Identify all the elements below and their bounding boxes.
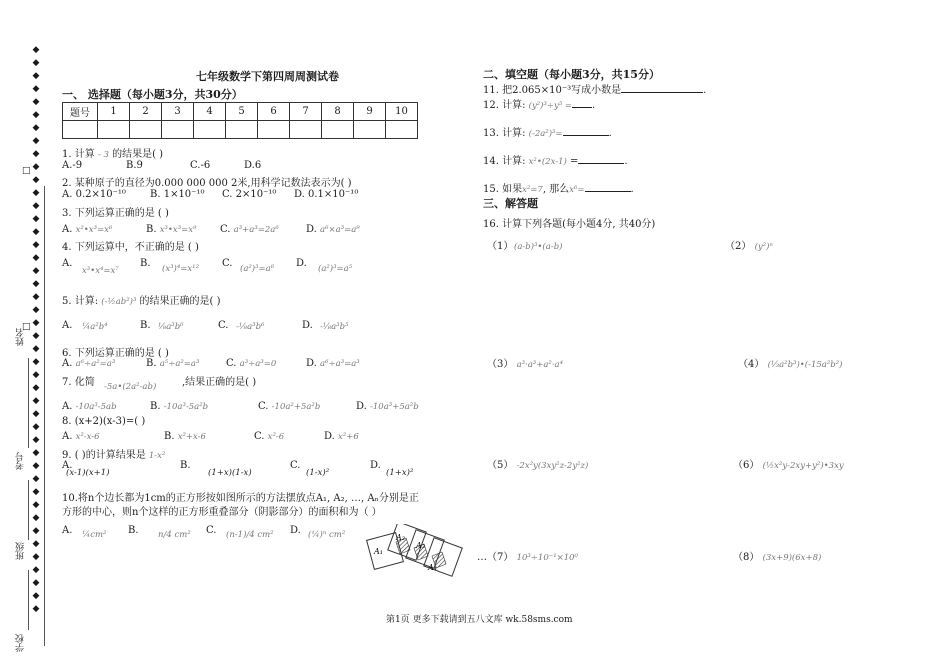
q7-option-b: -10a³-5a²b <box>163 402 209 412</box>
q5-option-c: -⅛a³b⁶ <box>236 322 265 332</box>
question-11: 11. 把2.065×10⁻³写成小数是 . <box>483 85 707 96</box>
answer-cell[interactable] <box>258 121 290 139</box>
q8-option-d: x²+6 <box>338 432 359 442</box>
table-header-cell: 4 <box>194 103 226 121</box>
table-header-cell: 2 <box>130 103 162 121</box>
q9-expression: 1-x² <box>148 451 166 461</box>
q3-option-c: a³+a³=2a⁶ <box>233 225 279 235</box>
q14-expression: x²•(2x-1) <box>528 157 567 167</box>
problem-8: （8） (3x+9)(6x+8) <box>733 552 822 563</box>
fig-label-a4: A₄ <box>428 563 437 572</box>
page-title: 七年级数学下第四周周测试卷 <box>196 70 339 83</box>
q1-expression: - 3 <box>97 150 109 160</box>
diamond-mark: ◆ <box>32 279 40 289</box>
q3-options: A. x²•x³=x⁶ <box>62 224 113 235</box>
diamond-mark: ◆ <box>32 500 40 510</box>
section1-heading: 一、 选择题（每小题3分，共30分） <box>62 88 243 101</box>
diamond-mark: ◆ <box>32 227 40 237</box>
question-4: 4. 下列运算中，不正确的是 ( ) <box>62 242 199 253</box>
diamond-mark: ◆ <box>32 175 40 185</box>
diamond-mark: ◆ <box>32 162 40 172</box>
diamond-mark: ◆ <box>32 318 40 328</box>
question-12: 12. 计算: (y²)³÷y⁵ = . <box>483 100 596 111</box>
problem-7-expression: 10³÷10⁻¹×10⁰ <box>516 553 578 563</box>
number-label: 考号 <box>16 452 26 470</box>
problem-4: （4） (⅓a²b³)•(-15a²b²) <box>738 359 843 370</box>
table-header-cell: 8 <box>322 103 354 121</box>
q3-option-d: a⁶×a³=a⁹ <box>320 225 360 235</box>
q7-expression: -5a•(2a²-ab) <box>104 382 157 392</box>
q6-option-b: a⁵÷a²=a³ <box>159 359 200 369</box>
diamond-mark: ◆ <box>32 84 40 94</box>
question-16: 16. 计算下列各题(每小题4分, 共40分) <box>483 219 656 230</box>
diamond-mark: ◆ <box>32 331 40 341</box>
q10-option-c: (n-1)/4 cm² <box>226 530 274 540</box>
answer-cell[interactable] <box>162 121 194 139</box>
q1-option-d: D.6 <box>244 160 262 171</box>
diamond-mark: ◆ <box>32 422 40 432</box>
diamond-mark: ◆ <box>32 136 40 146</box>
q4-option-c: (a²)³=a⁶ <box>240 264 275 274</box>
table-header-cell: 3 <box>162 103 194 121</box>
q12-blank[interactable] <box>572 107 592 108</box>
class-label: 班级 <box>16 542 26 560</box>
diamond-mark: ◆ <box>32 305 40 315</box>
problem-5-expression: -2x²y(3xy²z-2y²z) <box>516 461 589 471</box>
problem-5: （5） -2x²y(3xy²z-2y²z) <box>487 460 589 471</box>
answer-cell[interactable] <box>98 121 130 139</box>
q12-expression: (y²)³÷y⁵ = <box>528 101 573 111</box>
q3-option-b: x³•x³=x⁹ <box>159 225 197 235</box>
diamond-mark: ◆ <box>32 461 40 471</box>
q10-option-d: (¼)ⁿ cm² <box>308 530 346 540</box>
q15-blank[interactable] <box>585 191 631 192</box>
fig-label-a2: A₂ <box>396 533 405 542</box>
answer-cell[interactable] <box>290 121 322 139</box>
diamond-mark: ◆ <box>32 344 40 354</box>
problem-1: （1） <box>487 241 514 252</box>
question-13: 13. 计算: (-2a²)³= . <box>483 128 612 139</box>
q5-option-d: -⅛a³b⁵ <box>320 322 349 332</box>
diamond-mark: ◆ <box>32 435 40 445</box>
problem-4-expression: (⅓a²b³)•(-15a²b²) <box>767 360 843 370</box>
answer-cell[interactable] <box>354 121 386 139</box>
answer-cell[interactable] <box>226 121 258 139</box>
section3-heading: 三、解答题 <box>483 197 538 210</box>
fig-label-a1: A₁ <box>374 547 383 556</box>
table-header-cell: 6 <box>258 103 290 121</box>
q14-blank[interactable] <box>578 163 624 164</box>
question-7: 7. 化简 <box>62 377 95 388</box>
fig-label-a3: A₃ <box>416 541 425 550</box>
question-3: 3. 下列运算正确的是 ( ) <box>62 208 169 219</box>
problem-8-expression: (3x+9)(6x+8) <box>762 553 822 563</box>
question-1: 1. 计算 - 3 的结果是( ) <box>62 149 164 160</box>
q8-option-a: x²-x-6 <box>75 432 100 442</box>
problem-3: （3） a³·a³+a²·a⁴ <box>487 359 563 370</box>
q9-option-b: (1+x)(1-x) <box>208 468 252 478</box>
diamond-mark: ◆ <box>32 513 40 523</box>
diamond-mark: ◆ <box>32 396 40 406</box>
q9-option-a: (x-1)(x+1) <box>66 468 110 478</box>
q9-option-c: (1-x)² <box>306 468 330 478</box>
table-header-cell: 1 <box>98 103 130 121</box>
page-footer: 第1页 更多下载请到五八文库 wk.58sms.com <box>386 615 573 625</box>
q1-option-c: C.-6 <box>190 160 211 171</box>
question-9: 9. ( )的计算结果是 1-x² <box>62 450 166 461</box>
q3-option-a: x²•x³=x⁶ <box>75 225 113 235</box>
q7-option-d: -10a³+5a²b <box>370 402 419 412</box>
answer-cell[interactable] <box>130 121 162 139</box>
margin-divider-line <box>44 186 45 646</box>
q4-option-d: (a²)³=a⁵ <box>318 264 353 274</box>
question-10-line1: 10.将n个边长都为1cm的正方形按如图所示的方法摆放点A₁, A₂, …, Aₙ分别是正 <box>62 493 419 504</box>
q10-option-a: ¼cm² <box>82 530 107 540</box>
q15-ask: x⁶= <box>569 185 585 195</box>
table-header-cell: 5 <box>226 103 258 121</box>
q8-option-b: x²+x-6 <box>177 432 206 442</box>
problem-2-expression: (y²)ⁿ <box>754 242 773 252</box>
q6-option-a: a⁶÷a²=a³ <box>75 359 116 369</box>
diamond-mark: ◆ <box>32 149 40 159</box>
q2-option-d: D. 0.1×10⁻¹⁰ <box>294 189 359 200</box>
name-label: 姓名 <box>16 328 26 346</box>
diamond-mark: ◆ <box>32 71 40 81</box>
diamond-mark: ◆ <box>32 253 40 263</box>
q13-expression: (-2a²)³= <box>528 129 563 139</box>
q5-expression: (-½ab²)³ <box>101 297 137 307</box>
q2-option-c: C. 2×10⁻¹⁰ <box>222 189 277 200</box>
problem-3-expression: a³·a³+a²·a⁴ <box>516 360 563 370</box>
answer-cell[interactable] <box>194 121 226 139</box>
question-15: 15. 如果x²=7, 那么x⁶= . <box>483 184 634 195</box>
answer-cell <box>63 121 98 139</box>
diamond-mark: ◆ <box>32 240 40 250</box>
diamond-mark: ◆ <box>32 45 40 55</box>
answer-cell[interactable] <box>322 121 354 139</box>
q13-blank[interactable] <box>563 135 609 136</box>
diamond-mark: ◆ <box>32 58 40 68</box>
q7-option-c: -10a²+5a²b <box>271 402 321 412</box>
table-header-cell: 7 <box>290 103 322 121</box>
diamond-mark: ◆ <box>32 266 40 276</box>
diamond-mark: ◆ <box>32 604 40 614</box>
q9-option-d: (1+x)² <box>386 468 414 478</box>
table-header-cell: 10 <box>386 103 418 121</box>
diamond-mark: ◆ <box>32 201 40 211</box>
q5-option-b: ⅛a³b⁶ <box>158 322 184 332</box>
q6-option-c: a³÷a³=0 <box>239 359 277 369</box>
diamond-mark: ◆ <box>32 591 40 601</box>
q6-option-d: a⁶÷a³=a³ <box>320 359 360 369</box>
q11-blank[interactable] <box>621 92 703 93</box>
q1-option-a: A.-9 <box>62 160 83 171</box>
diamond-mark: ◆ <box>32 487 40 497</box>
q4-option-b: (x³)⁴=x¹² <box>162 264 199 274</box>
q10-option-b: n/4 cm² <box>158 530 191 540</box>
diamond-mark: ◆ <box>32 357 40 367</box>
diamond-mark: ◆ <box>32 214 40 224</box>
diamond-mark: ◆ <box>32 552 40 562</box>
question-2: 2. 某种原子的直径为0.000 000 000 2米,用科学记数法表示为( ) <box>62 178 352 189</box>
question-6: 6. 下列运算正确的是 ( ) <box>62 348 169 359</box>
problem-7: …（7） 10³÷10⁻¹×10⁰ <box>477 552 578 563</box>
question-14: 14. 计算: x²•(2x-1) = . <box>483 156 628 167</box>
diamond-mark: ◆ <box>32 526 40 536</box>
diamond-mark: ◆ <box>32 292 40 302</box>
box-mark: □ <box>22 166 31 176</box>
table-header-label: 题号 <box>63 103 98 121</box>
q5-option-a: ¼a²b⁴ <box>82 322 108 332</box>
problem-2: （2） (y²)ⁿ <box>725 241 773 252</box>
q7-option-a: -10a³-5ab <box>75 402 117 412</box>
school-label: 学校 <box>16 634 26 652</box>
problem-6: （6） (½x²y-2xy+y²)•3xy <box>733 460 844 471</box>
diamond-mark: ◆ <box>32 474 40 484</box>
q2-option-b: B. 1×10⁻¹⁰ <box>150 189 205 200</box>
diamond-mark: ◆ <box>32 448 40 458</box>
diamond-mark: ◆ <box>32 539 40 549</box>
diamond-mark: ◆ <box>32 370 40 380</box>
section2-heading: 二、填空题（每小题3分，共15分） <box>483 68 660 81</box>
number-line <box>28 480 29 540</box>
diamond-mark: ◆ <box>32 409 40 419</box>
box-mark: □ <box>22 322 31 332</box>
problem-6-expression: (½x²y-2xy+y²)•3xy <box>762 461 844 471</box>
answer-cell[interactable] <box>386 121 418 139</box>
problem-1-expression: (a-b)³•(a-b) <box>514 242 563 252</box>
name-line <box>28 358 29 448</box>
q4-option-a: x³•x⁴=x⁷ <box>82 266 119 276</box>
diamond-mark: ◆ <box>32 123 40 133</box>
class-line <box>28 570 29 630</box>
diamond-mark: ◆ <box>32 383 40 393</box>
diamond-mark: ◆ <box>32 110 40 120</box>
question-10-line2: 方形的中心，则n个这样的正方形重叠部分（阴影部分）的面积和为（ ） <box>62 507 382 518</box>
q15-given: x²=7 <box>522 185 543 195</box>
diamond-mark: ◆ <box>32 188 40 198</box>
squares-figure <box>366 524 478 580</box>
question-5: 5. 计算: (-½ab²)³ 的结果正确的是( ) <box>62 296 221 307</box>
q8-option-c: x²-6 <box>267 432 285 442</box>
q1-option-b: B.9 <box>126 160 143 171</box>
diamond-mark: ◆ <box>32 578 40 588</box>
question-8: 8. (x+2)(x-3)=( ) <box>62 416 146 427</box>
diamond-mark: ◆ <box>32 97 40 107</box>
margin-diamond-column <box>30 44 42 616</box>
diamond-mark: ◆ <box>32 565 40 575</box>
answer-table <box>62 102 418 139</box>
table-header-cell: 9 <box>354 103 386 121</box>
q2-option-a: A. 0.2×10⁻¹⁰ <box>62 189 126 200</box>
